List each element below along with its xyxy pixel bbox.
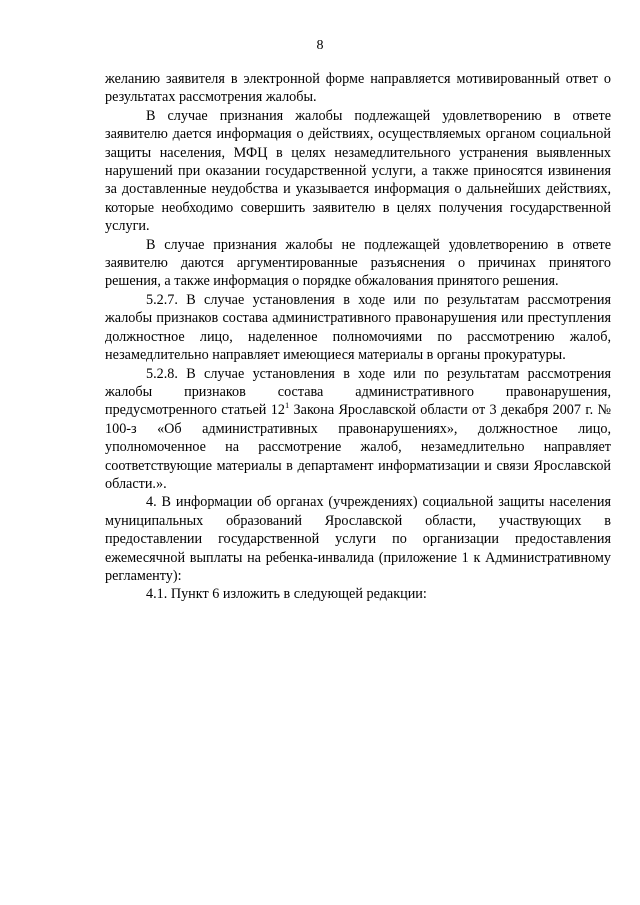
paragraph-response-continuation: желанию заявителя в электронной форме направляется мотивированный ответ о результатах рассмотрения жалобы. bbox=[105, 71, 611, 106]
page-number: 8 bbox=[316, 38, 324, 53]
paragraph-5-2-8 bbox=[105, 365, 611, 494]
paragraph-5-2-8-start: 5.2.8. В случае установления в ходе или по результатам рассмотрения жалобы признаков состава административного правонарушения, предусмотренного статьей 12 bbox=[105, 365, 611, 419]
paragraph-item-4-1: 4.1. Пункт 6 изложить в следующей редакции: bbox=[146, 586, 427, 603]
article-superscript: 1 bbox=[284, 400, 290, 411]
paragraph-complaint-satisfied: В случае признания жалобы подлежащей удовлетворению в ответе заявителю дается информация о действиях, осуществляемых органом социальной защиты населения, МФЦ в целях незамедлительного устранения выявленных нарушений при оказании государственной услуги, а также приносятся извинения за доставленные неудобства и указывается информация о дальнейших действиях, которые необходимо совершить заявителю в целях получения государственной услуги. bbox=[105, 107, 611, 235]
paragraph-item-4: 4. В информации об органах (учреждениях) социальной защиты населения муниципальных образований Ярославской области, участвующих в предоставлении государственной услуги по организации предоставления ежемесячной выплаты на ребенка-инвалида (приложение 1 к Административному регламенту): bbox=[105, 494, 611, 584]
paragraph-5-2-8-end: Закона Ярославской области от 3 декабря 2007 г. № 100-з «Об административных правонарушениях», должностное лицо, уполномоченное на рассмотрение жалоб, незамедлительно направляет соответствующие материалы в департамент информатизации и связи Ярославской области.». bbox=[105, 402, 611, 492]
document-body bbox=[105, 70, 611, 604]
paragraph-5-2-7: 5.2.7. В случае установления в ходе или по результатам рассмотрения жалобы признаков состава административного правонарушения или преступления должностное лицо, наделенное полномочиями по рассмотрению жалоб, незамедлительно направляет имеющиеся материалы в органы прокуратуры. bbox=[105, 291, 611, 364]
paragraph-complaint-rejected: В случае признания жалобы не подлежащей удовлетворению в ответе заявителю даются аргументированные разъяснения о причинах принятого решения, а также информация о порядке обжалования принятого решения. bbox=[105, 236, 611, 290]
